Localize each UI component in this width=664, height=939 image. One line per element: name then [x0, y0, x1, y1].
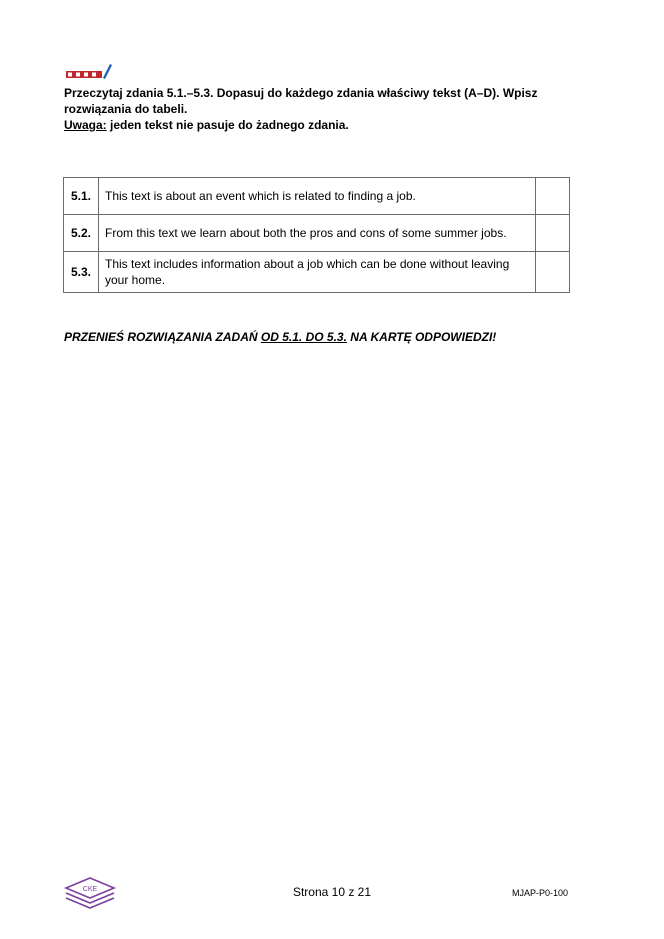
- page-number: Strona 10 z 21: [292, 885, 372, 899]
- row-number: 5.2.: [64, 215, 99, 252]
- note-text: jeden tekst nie pasuje do żadnego zdania.: [106, 118, 349, 132]
- transfer-reminder: [64, 330, 604, 344]
- svg-text:CKE: CKE: [82, 886, 98, 893]
- answer-table: [63, 177, 570, 293]
- exam-code: MJAP-P0-100: [512, 888, 569, 898]
- note-label: Uwaga:: [64, 118, 107, 132]
- instruction-line-1: Przeczytaj zdania 5.1.–5.3. Dopasuj do każdego zdania właściwy tekst (A–D). Wpisz: [64, 86, 538, 100]
- instruction-note: [64, 117, 584, 133]
- task-instructions: [64, 85, 584, 133]
- answer-cell[interactable]: [536, 252, 570, 293]
- table-row: [64, 215, 570, 252]
- answer-cell[interactable]: [536, 178, 570, 215]
- row-statement: From this text we learn about both the pros and cons of some summer jobs.: [99, 215, 536, 252]
- pencil-and-boxes-icon: [66, 62, 112, 80]
- transfer-range: OD 5.1. DO 5.3.: [260, 330, 347, 344]
- row-statement: This text is about an event which is related to finding a job.: [99, 178, 536, 215]
- instruction-line-2: rozwiązania do tabeli.: [64, 102, 188, 116]
- row-number: 5.3.: [64, 252, 99, 293]
- table-row: [64, 252, 570, 293]
- answer-cell[interactable]: [536, 215, 570, 252]
- row-number: 5.1.: [64, 178, 99, 215]
- row-statement: This text includes information about a job which can be done without leaving your home.: [99, 252, 536, 293]
- transfer-text-before: PRZENIEŚ ROZWIĄZANIA ZADAŃ: [64, 330, 261, 344]
- transfer-text-after: NA KARTĘ ODPOWIEDZI!: [346, 330, 497, 344]
- table-row: [64, 178, 570, 215]
